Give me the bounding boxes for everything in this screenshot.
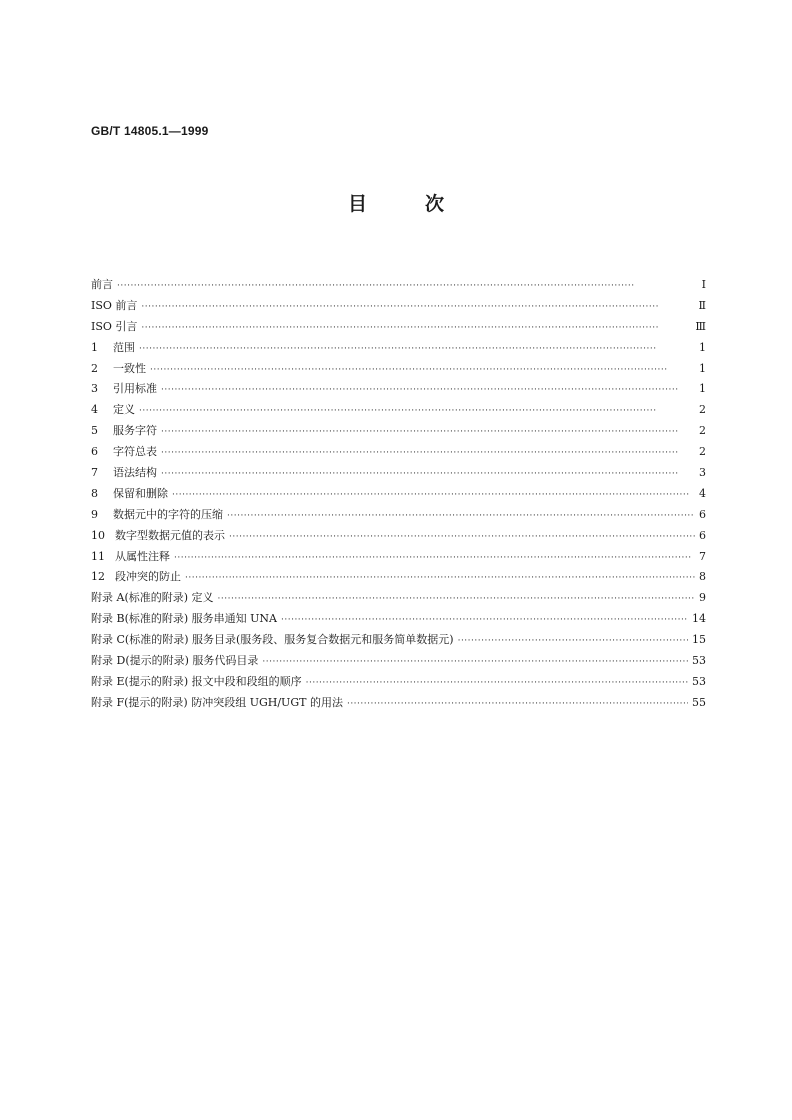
toc-entry-page-number: 8 bbox=[699, 570, 706, 584]
dot-leader bbox=[141, 297, 694, 318]
toc-entry-label: 保留和删除 bbox=[113, 486, 168, 500]
document-code: GB/T 14805.1—1999 bbox=[91, 124, 209, 138]
toc-entry-label: 附录 C(标准的附录) 服务目录(服务段、服务复合数据元和服务简单数据元) bbox=[91, 633, 454, 647]
toc-entry-page-number: 7 bbox=[699, 549, 706, 563]
dot-leader bbox=[161, 464, 695, 485]
toc-entry-label: 数据元中的字符的压缩 bbox=[113, 507, 223, 521]
dot-leader bbox=[161, 443, 695, 464]
toc-entry[interactable] bbox=[91, 588, 706, 609]
toc-entry-label: 范围 bbox=[113, 340, 135, 354]
toc-entry[interactable] bbox=[91, 296, 706, 317]
dot-leader bbox=[174, 548, 695, 569]
toc-entry-label: 从属性注释 bbox=[115, 549, 170, 563]
toc-entry-number: 9 bbox=[91, 507, 98, 521]
toc-entry-number: 1 bbox=[91, 340, 98, 354]
toc-entry-label: 附录 A(标准的附录) 定义 bbox=[91, 591, 214, 605]
toc-entry[interactable] bbox=[91, 275, 706, 296]
toc-entry-label: 段冲突的防止 bbox=[115, 570, 181, 584]
toc-entry-label: 附录 D(提示的附录) 服务代码目录 bbox=[91, 654, 259, 668]
toc-entry-number: 12 bbox=[91, 570, 105, 584]
toc-entry-page-number: 3 bbox=[699, 466, 706, 480]
dot-leader bbox=[262, 652, 688, 673]
toc-entry-page-number: 55 bbox=[692, 695, 706, 709]
toc-entry-page-number: 53 bbox=[692, 674, 706, 688]
dot-leader bbox=[281, 610, 688, 631]
dot-leader bbox=[150, 360, 695, 381]
toc-entry-number: 11 bbox=[91, 549, 105, 563]
toc-entry-page-number: Ⅱ bbox=[698, 298, 706, 312]
toc-entry-page-number: 53 bbox=[692, 654, 706, 668]
toc-entry-page-number: 6 bbox=[699, 528, 706, 542]
toc-entry-label: 附录 E(提示的附录) 报文中段和段组的顺序 bbox=[91, 674, 302, 688]
toc-entry[interactable] bbox=[91, 379, 706, 400]
toc-entry-label: ISO 引言 bbox=[91, 319, 138, 333]
toc-entry-label: 数字型数据元值的表示 bbox=[115, 528, 225, 542]
dot-leader bbox=[141, 318, 691, 339]
toc-entry-page-number: 14 bbox=[692, 612, 706, 626]
dot-leader bbox=[227, 506, 695, 527]
toc-entry-page-number: Ⅲ bbox=[695, 319, 706, 333]
dot-leader bbox=[229, 527, 695, 548]
toc-entry[interactable] bbox=[91, 630, 706, 651]
table-of-contents bbox=[91, 275, 706, 714]
toc-entry-label: 引用标准 bbox=[113, 382, 157, 396]
dot-leader bbox=[218, 589, 695, 610]
toc-entry[interactable] bbox=[91, 463, 706, 484]
toc-entry[interactable] bbox=[91, 567, 706, 588]
toc-entry[interactable] bbox=[91, 400, 706, 421]
toc-entry-page-number: 1 bbox=[699, 340, 706, 354]
dot-leader bbox=[185, 568, 695, 589]
dot-leader bbox=[161, 422, 695, 443]
dot-leader bbox=[306, 673, 688, 694]
toc-entry-number: 3 bbox=[91, 382, 98, 396]
toc-entry-label: 一致性 bbox=[113, 361, 146, 375]
toc-entry-page-number: I bbox=[701, 278, 706, 291]
toc-entry[interactable] bbox=[91, 317, 706, 338]
page-title: 目次 bbox=[347, 193, 502, 215]
toc-entry[interactable] bbox=[91, 672, 706, 693]
toc-entry[interactable] bbox=[91, 505, 706, 526]
toc-entry-label: ISO 前言 bbox=[91, 298, 138, 312]
toc-entry-number: 6 bbox=[91, 445, 98, 459]
toc-entry[interactable] bbox=[91, 338, 706, 359]
toc-entry-label: 定义 bbox=[113, 403, 135, 417]
toc-entry[interactable] bbox=[91, 484, 706, 505]
dot-leader bbox=[347, 694, 688, 715]
toc-entry-page-number: 1 bbox=[699, 361, 706, 375]
toc-entry-label: 附录 B(标准的附录) 服务串通知 UNA bbox=[91, 612, 277, 626]
toc-entry[interactable] bbox=[91, 651, 706, 672]
toc-entry[interactable] bbox=[91, 359, 706, 380]
toc-entry[interactable] bbox=[91, 547, 706, 568]
toc-entry[interactable] bbox=[91, 421, 706, 442]
toc-entry-page-number: 9 bbox=[699, 591, 706, 605]
toc-entry-number: 5 bbox=[91, 424, 98, 438]
toc-entry-number: 8 bbox=[91, 486, 98, 500]
toc-entry-label: 服务字符 bbox=[113, 424, 157, 438]
dot-leader bbox=[139, 401, 695, 422]
toc-entry-number: 2 bbox=[91, 361, 98, 375]
toc-entry-page-number: 2 bbox=[699, 424, 706, 438]
dot-leader bbox=[458, 631, 688, 652]
toc-entry-label: 前言 bbox=[91, 278, 113, 291]
toc-entry-page-number: 1 bbox=[699, 382, 706, 396]
dot-leader bbox=[172, 485, 695, 506]
toc-entry-page-number: 2 bbox=[699, 403, 706, 417]
toc-entry-label: 字符总表 bbox=[113, 445, 157, 459]
toc-entry[interactable] bbox=[91, 526, 706, 547]
toc-entry-number: 10 bbox=[91, 528, 105, 542]
toc-entry-label: 附录 F(提示的附录) 防冲突段组 UGH/UGT 的用法 bbox=[91, 695, 343, 709]
toc-entry[interactable] bbox=[91, 609, 706, 630]
toc-entry-page-number: 15 bbox=[692, 633, 706, 647]
toc-entry-page-number: 2 bbox=[699, 445, 706, 459]
toc-entry-page-number: 6 bbox=[699, 507, 706, 521]
toc-entry-label: 语法结构 bbox=[113, 466, 157, 480]
toc-entry[interactable] bbox=[91, 693, 706, 714]
toc-entry-number: 7 bbox=[91, 466, 98, 480]
dot-leader bbox=[161, 380, 695, 401]
dot-leader bbox=[117, 276, 696, 297]
toc-entry-number: 4 bbox=[91, 403, 98, 417]
dot-leader bbox=[139, 339, 695, 360]
toc-entry[interactable] bbox=[91, 442, 706, 463]
toc-entry-page-number: 4 bbox=[699, 486, 706, 500]
